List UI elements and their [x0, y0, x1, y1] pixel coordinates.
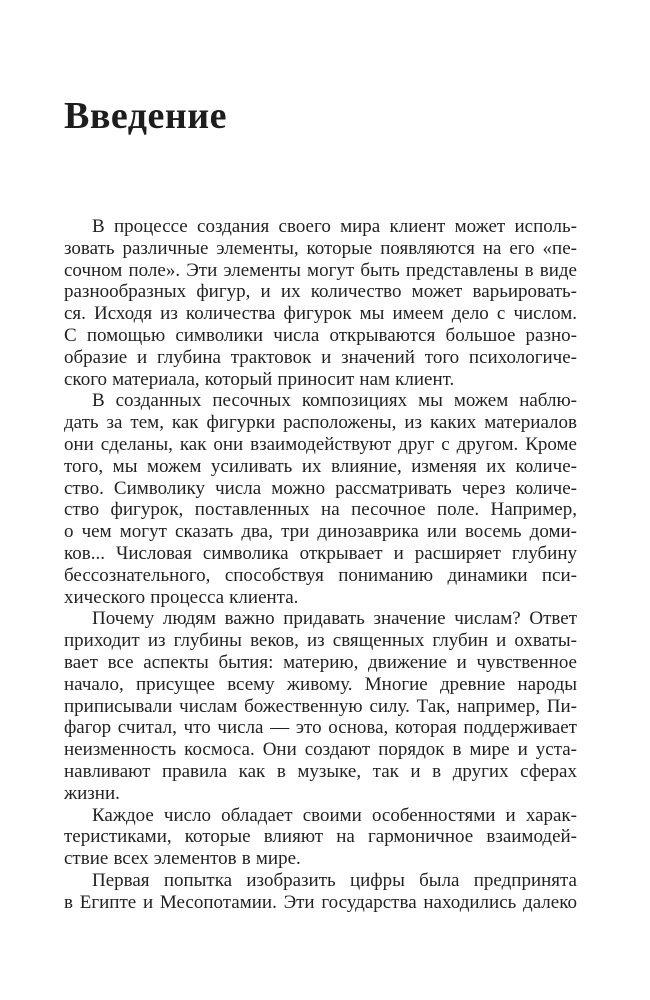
text-line: Почему людям важно придавать значение числам? Ответ [92, 608, 577, 630]
text-line: ствие всех элементов в мире. [64, 848, 301, 870]
text-line: ся. Исходя из количества фигурок мы имеем дело с числом. [64, 303, 577, 325]
text-line: В процессе создания своего мира клиент может исполь- [92, 216, 577, 237]
paragraph [64, 390, 577, 608]
text-line: в Египте и Месопотамии. Эти государства находились далеко [64, 891, 577, 913]
text-line: фагор считал, что числа — это основа, которая поддерживает [64, 717, 577, 739]
text-line: того, мы можем усиливать их влияние, изменяя их количе- [64, 455, 577, 477]
text-line: С помощью символики числа открываются большое разно- [64, 324, 577, 346]
text-line: начало, присущее всему живому. Многие древние народы [64, 673, 577, 695]
text-line: они сделаны, как они взаимодействуют друг с другом. Кроме [64, 433, 577, 455]
text-line: Первая попытка изобразить цифры была предпринята [92, 869, 577, 891]
text-line: В созданных песочных композициях мы можем наблю- [92, 390, 577, 412]
text-line: теристиками, которые влияют на гармоничное взаимодей- [64, 826, 577, 848]
page-body [64, 216, 577, 914]
text-line: Каждое число обладает своими особенностями и харак- [92, 804, 577, 826]
text-line: вает все аспекты бытия: материю, движение и чувственное [64, 651, 577, 673]
text-line: зовать различные элементы, которые появляются на его «пе- [64, 237, 577, 259]
text-line: приходит из глубины веков, из священных глубин и охваты- [64, 630, 577, 652]
text-line: ство. Символику числа можно рассматривать через количе- [64, 477, 577, 499]
paragraph [64, 608, 577, 804]
text-line: бессознательного, способствуя пониманию динамики пси- [64, 564, 577, 586]
text-line: дать за тем, как фигурки расположены, из каких материалов [64, 412, 577, 434]
text-line: сочном поле». Эти элементы могут быть представлены в виде [64, 259, 577, 281]
paragraph [64, 216, 577, 390]
paragraph [64, 805, 577, 870]
text-line: о чем могут сказать два, три динозаврика или восемь доми- [64, 521, 577, 543]
text-line: приписывали числам божественную силу. Так, например, Пи- [64, 695, 577, 717]
page-title: Введение [64, 95, 227, 137]
paragraph [64, 870, 577, 914]
text-line: ков... Числовая символика открывает и расширяет глубину [64, 542, 577, 564]
text-line: навливают правила как в музыке, так и в других сферах жизни. [64, 760, 577, 804]
text-line: ского материала, который приносит нам клиент. [64, 368, 455, 390]
text-line: образие и глубина трактовок и значений того психологиче- [64, 346, 577, 368]
text-line: неизменность космоса. Они создают порядок в мире и уста- [64, 739, 577, 761]
text-line: разнообразных фигур, и их количество может варьировать- [64, 281, 577, 303]
text-line: хического процесса клиента. [64, 586, 299, 608]
text-line: ство фигурок, поставленных на песочное поле. Например, [64, 499, 577, 521]
